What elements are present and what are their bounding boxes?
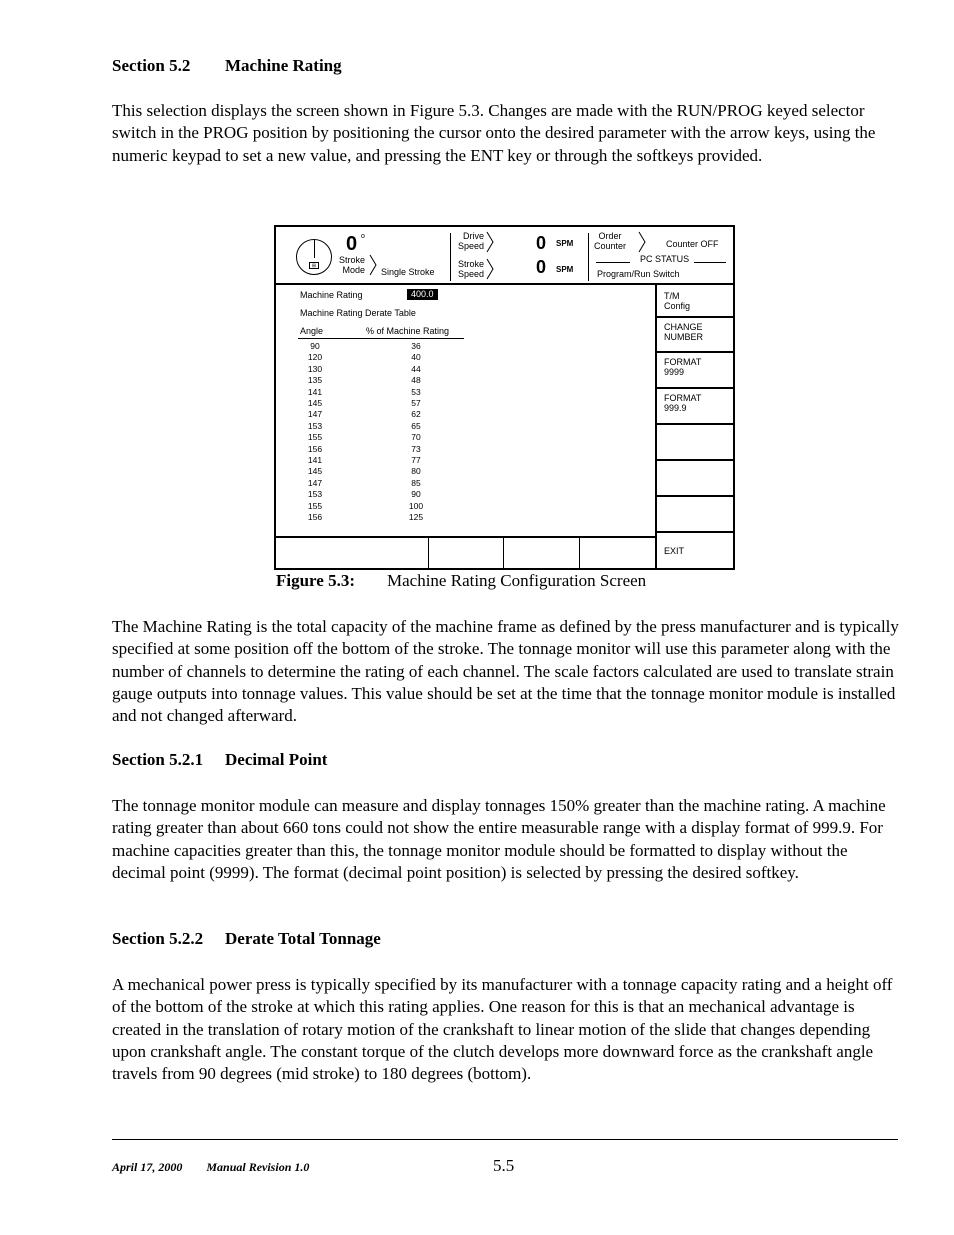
footer-date: April 17, 2000	[112, 1160, 183, 1174]
derate-table-title: Machine Rating Derate Table	[300, 308, 416, 318]
derate-angle-cell: 155	[307, 500, 323, 511]
derate-percent-cell: 80	[411, 466, 421, 477]
section-number: Section 5.2.1	[112, 750, 204, 769]
footer-divider	[112, 1139, 898, 1140]
softkey-blank-3[interactable]	[657, 495, 733, 533]
softkey-blank-1[interactable]	[657, 423, 733, 459]
machine-rating-screen	[274, 225, 735, 570]
derate-angle-cell: 90	[310, 341, 320, 351]
softkey-format-999-9[interactable]: FORMAT 999.9	[657, 387, 733, 425]
stroke-speed-value: 0	[536, 257, 547, 277]
figure-caption-text: Machine Rating Configuration Screen	[387, 571, 647, 590]
function-key-2[interactable]	[503, 537, 579, 568]
derate-percent-cell: 125	[408, 512, 424, 523]
function-key-1[interactable]	[428, 537, 503, 568]
drive-speed-label: Drive Speed	[458, 231, 485, 251]
counter-status: Counter OFF	[666, 239, 719, 249]
drive-speed-unit: SPM	[556, 239, 574, 248]
softkey-change-number[interactable]: CHANGE NUMBER	[657, 316, 733, 352]
stroke-gauge-icon: ⊞	[296, 239, 332, 275]
derate-percent-cell: 70	[411, 432, 421, 443]
figure-caption	[276, 571, 646, 591]
section-5-2-heading	[112, 56, 342, 76]
derate-percent-cell: 73	[411, 443, 421, 454]
chevron-right-icon	[486, 231, 494, 253]
chevron-right-icon	[638, 231, 646, 253]
stroke-mode-label: Stroke Mode	[339, 255, 366, 275]
drive-speed-value: 0	[536, 233, 547, 253]
section-number: Section 5.2	[112, 56, 191, 75]
section-5-2-2-paragraph: A mechanical power press is typically specified by its manufacturer with a tonnage capacity rating and a height off of the bottom of the stroke at which this rating applies. One reason for this is that an mechanical advantage is created in the translation of rotary motion of the crankshaft to linear motion of the slide that changes depending upon crankshaft angle. The constant torque of the clutch develops more downward force as the crankshaft angle travels from 90 degrees (mid stroke) to 180 degrees (bottom).	[112, 975, 893, 1084]
derate-angle-cell: 155	[307, 432, 323, 443]
footer-revision: Manual Revision 1.0	[206, 1160, 310, 1174]
softkey-tm-config[interactable]: T/M Config	[664, 291, 691, 311]
order-counter-label: Order Counter	[594, 231, 627, 251]
section-5-2-1-paragraph: The tonnage monitor module can measure and display tonnages 150% greater than the machine rating. A machine rating greater than about 660 tons could not show the entire measurable range with a display format of 999.9. For machine capacities greater than this, the tonnage monitor module should be formatted to display without the decimal point (9999). The format (decimal point position) is selected by pressing the desired softkey.	[112, 796, 886, 882]
softkey-blank-2[interactable]	[657, 459, 733, 497]
derate-percent-cell: 36	[411, 341, 421, 351]
section-title: Decimal Point	[225, 750, 328, 769]
percent-column-header: % of Machine Rating	[366, 326, 450, 336]
section-number: Section 5.2.2	[112, 929, 204, 948]
degree-sign: o	[361, 233, 365, 240]
stroke-speed-unit: SPM	[556, 265, 574, 274]
derate-percent-cell: 40	[411, 352, 421, 363]
section-5-2-2-heading	[112, 929, 381, 949]
footer-info	[112, 1160, 333, 1175]
stroke-speed-label: Stroke Speed	[458, 259, 485, 279]
pc-status-label: PC STATUS	[640, 254, 690, 264]
section-5-2-paragraph: This selection displays the screen shown in Figure 5.3. Changes are made with the RUN/PROG keyed selector switch in the PROG position by positioning the cursor onto the desired parameter with the arrow keys, using the numeric keypad to set a new value, and pressing the ENT key or through the softkeys provided.	[112, 101, 876, 165]
stroke-angle-value: 0	[346, 233, 358, 255]
derate-percent-cell: 65	[411, 420, 421, 431]
derate-percent-cell: 53	[411, 386, 421, 397]
softkey-format-9999[interactable]: FORMAT 9999	[657, 351, 733, 389]
machine-rating-paragraph: The Machine Rating is the total capacity of the machine frame as defined by the press manufacturer and is typically specified at some position off the bottom of the stroke. The tonnage monitor will use this parameter along with the number of channels to determine the rating of each channel. The scale factors calculated are used to translate strain gauge outputs into tonnage values. This value should be set at the time that the tonnage monitor module is installed and not changed afterward.	[112, 617, 899, 726]
derate-angle-cell: 147	[307, 477, 323, 488]
derate-angle-cell: 156	[307, 443, 323, 454]
program-run-switch-label: Program/Run Switch	[597, 269, 680, 279]
derate-angle-cell: 145	[307, 398, 323, 409]
machine-rating-label: Machine Rating	[300, 290, 363, 300]
derate-angle-cell: 156	[307, 512, 323, 523]
derate-percent-cell: 90	[411, 489, 421, 500]
function-key-3[interactable]	[579, 537, 656, 568]
machine-rating-field[interactable]: 400.0	[407, 289, 438, 300]
derate-angle-column	[300, 341, 330, 524]
softkey-exit[interactable]: EXIT	[657, 531, 733, 568]
derate-angle-cell: 153	[307, 489, 323, 500]
derate-percent-cell: 85	[411, 477, 421, 488]
derate-percent-cell: 62	[411, 409, 421, 420]
derate-percent-cell: 77	[411, 455, 421, 466]
derate-percent-cell: 100	[408, 500, 424, 511]
page-number: 5.5	[493, 1156, 515, 1175]
angle-column-header: Angle	[300, 326, 324, 336]
derate-angle-cell: 141	[307, 455, 323, 466]
derate-percent-cell: 57	[411, 398, 421, 409]
section-5-2-1-heading	[112, 750, 327, 770]
derate-angle-cell: 153	[307, 420, 323, 431]
derate-angle-cell: 120	[307, 352, 323, 363]
derate-angle-cell: 141	[307, 386, 323, 397]
section-title: Derate Total Tonnage	[225, 929, 381, 948]
derate-percent-column	[401, 341, 431, 524]
derate-angle-cell: 145	[307, 466, 323, 477]
derate-angle-cell: 147	[307, 409, 323, 420]
chevron-right-icon	[369, 254, 377, 276]
derate-percent-cell: 44	[411, 363, 421, 374]
derate-angle-cell: 135	[307, 375, 323, 386]
derate-angle-cell: 130	[307, 363, 323, 374]
derate-percent-cell: 48	[411, 375, 421, 386]
stroke-mode-value: Single Stroke	[381, 267, 435, 277]
section-title: Machine Rating	[225, 56, 342, 75]
figure-label: Figure 5.3:	[276, 571, 356, 590]
chevron-right-icon	[486, 258, 494, 280]
